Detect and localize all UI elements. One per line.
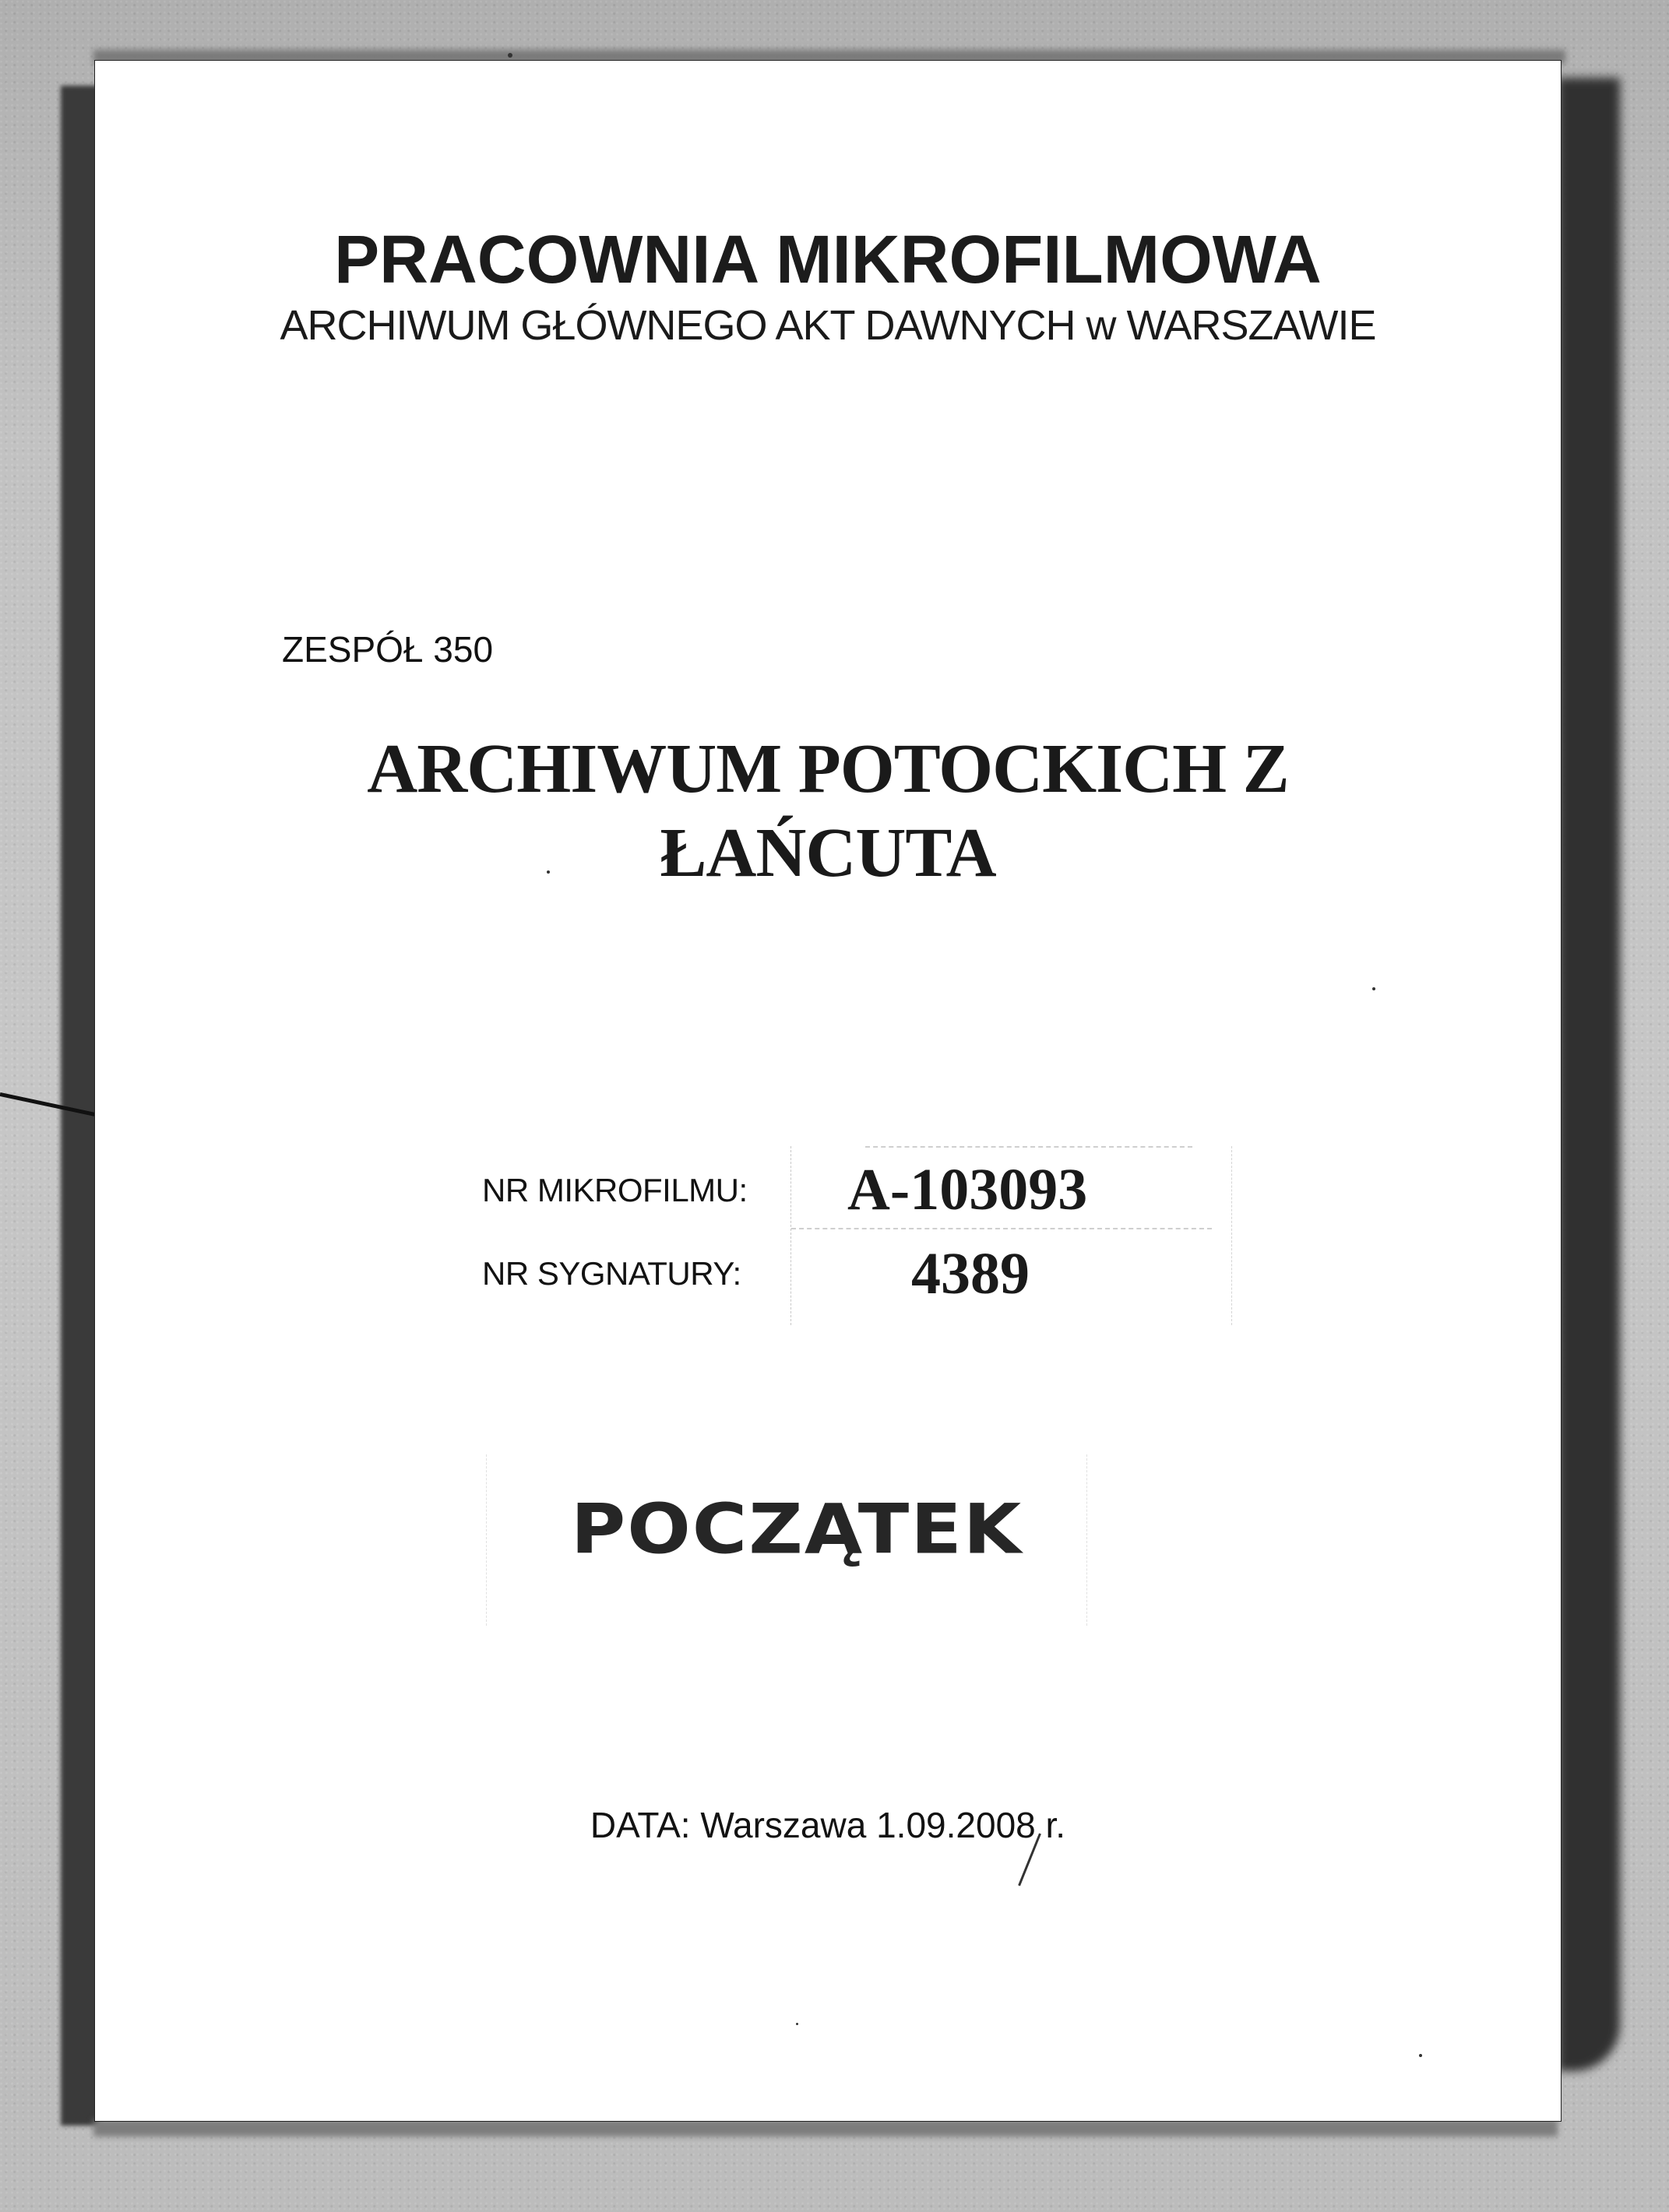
date-line: DATA: Warszawa 1.09.2008 r. [590, 1805, 1066, 1845]
fond-title-line-1: ARCHIWUM POTOCKICH Z [367, 730, 1289, 807]
archive-name: ARCHIWUM GŁÓWNEGO AKT DAWNYCH w WARSZAWIE [280, 302, 1376, 349]
page-shadow-bottom [93, 2119, 1558, 2136]
box-rule-top [865, 1146, 1192, 1148]
workshop-title: PRACOWNIA MIKROFILMOWA [334, 222, 1322, 297]
dust-speck [1419, 2054, 1422, 2057]
fond-number: ZESPÓŁ 350 [282, 629, 494, 670]
microfilm-number-label: NR MIKROFILMU: [482, 1172, 748, 1208]
microfilm-number-value: A-103093 [847, 1157, 1088, 1222]
box-rule-middle [791, 1228, 1212, 1229]
dust-speck [508, 53, 512, 58]
dust-speck [796, 2023, 798, 2025]
page-shadow-left [61, 86, 100, 2126]
dust-speck [1372, 987, 1375, 990]
dust-speck [547, 870, 550, 874]
signature-number-value: 4389 [911, 1241, 1030, 1306]
fond-title-line-2: ŁAŃCUTA [660, 814, 996, 891]
start-marker [95, 1489, 1561, 1570]
page-shadow-right [1558, 78, 1620, 2071]
signature-number-label: NR SYGNATURY: [482, 1255, 741, 1292]
start-marker-text: POCZĄTEK [570, 1489, 1023, 1570]
document-page [95, 61, 1561, 2121]
